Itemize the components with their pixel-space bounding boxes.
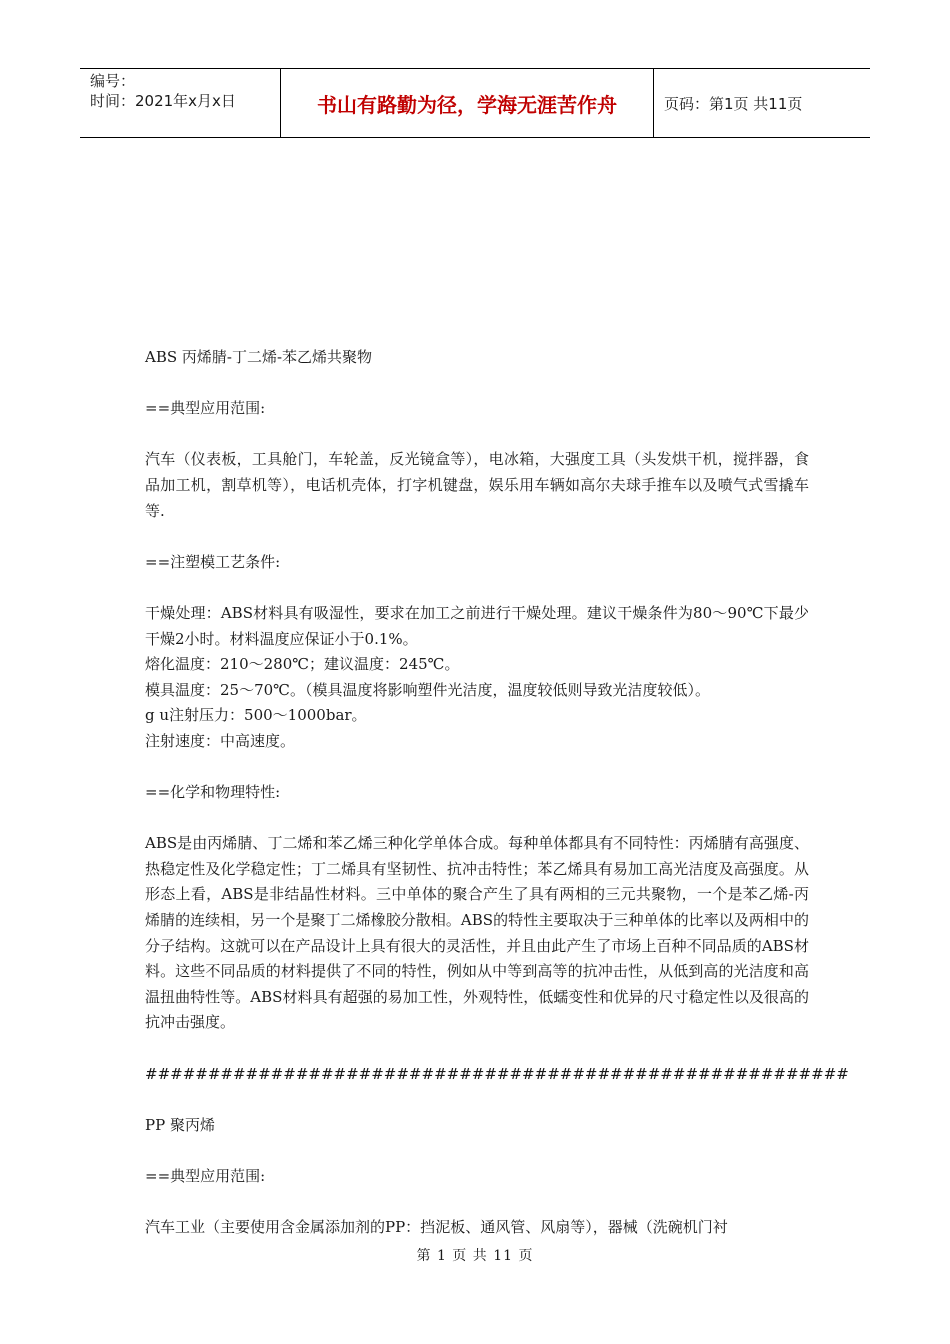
header-page-label: 页码：第1页 共11页 <box>664 94 803 113</box>
header-time-label: 时间：2021年x月x日 <box>90 92 236 110</box>
abs-app-text: 汽车（仪表板，工具舱门，车轮盖，反光镜盒等），电冰箱，大强度工具（头发烘干机，搅拌器，食品加工机，割草机等），电话机壳体，打字机键盘，娱乐用车辆如高尔夫球手推车以及喷气式雪撬车等. <box>145 450 809 520</box>
abs-drying: 干燥处理：ABS材料具有吸湿性，要求在加工之前进行干燥处理。建议干燥条件为80～90℃下最少干燥2小时。材料温度应保证小于0.1%。 <box>145 603 809 648</box>
header-meta-cell <box>80 69 281 137</box>
abs-title: ABS 丙烯腈-丁二烯-苯乙烯共聚物 <box>145 348 373 366</box>
pp-app-text: 汽车工业（主要使用含金属添加剂的PP：挡泥板、通风管、风扇等），器械（洗碗机门衬 <box>145 1218 728 1237</box>
page-footer: 第 1 页 共 11 页 <box>416 1248 534 1264</box>
abs-process-heading: ==注塑模工艺条件: <box>145 552 281 571</box>
header-motto: 书山有路勤为径，学海无涯苦作舟 <box>281 69 654 137</box>
header-page-cell <box>654 69 870 137</box>
abs-injection-pressure: g u注射压力：500～1000bar。 <box>145 706 367 725</box>
header-number-label: 编号： <box>90 72 136 90</box>
pp-title: PP 聚丙烯 <box>145 1115 215 1134</box>
abs-mold-temp: 模具温度：25～70℃。（模具温度将影响塑件光洁度，温度较低则导致光洁度较低）。 <box>145 680 710 699</box>
abs-melt-temp: 熔化温度：210～280℃；建议温度：245℃。 <box>145 655 460 674</box>
abs-injection-speed: 注射速度：中高速度。 <box>145 731 296 750</box>
abs-props-text: ABS是由丙烯腈、丁二烯和苯乙烯三种化学单体合成。每种单体都具有不同特性：丙烯腈有高强度、热稳定性及化学稳定性；丁二烯具有坚韧性、抗冲击特性；苯乙烯具有易加工高光洁度及高强度。从形态上看，ABS是非结晶性材料。三中单体的聚合产生了具有两相的三元共聚物，一个是苯乙烯-丙烯腈的连续相，另一个是聚丁二烯橡胶分散相。ABS的特性主要取决于三种单体的比率以及两相中的分子结构。这就可以在产品设计上具有很大的灵活性，并且由此产生了市场上百种不同品质的ABS材料。这些不同品质的材料提供了不同的特性，例如从中等到高等的抗冲击性，从低到高的光洁度和高温扭曲特性等。ABS材料具有超强的易加工性，外观特性，低蠕变性和优异的尺寸稳定性以及很高的抗冲击强度。 <box>145 834 809 1032</box>
page-header <box>80 68 870 138</box>
section-separator: ######################################################## <box>145 1064 849 1083</box>
abs-app-heading: ==典型应用范围: <box>145 399 266 418</box>
abs-props-heading: ==化学和物理特性: <box>145 783 281 802</box>
document-body <box>145 345 849 1241</box>
pp-app-heading: ==典型应用范围: <box>145 1167 266 1185</box>
